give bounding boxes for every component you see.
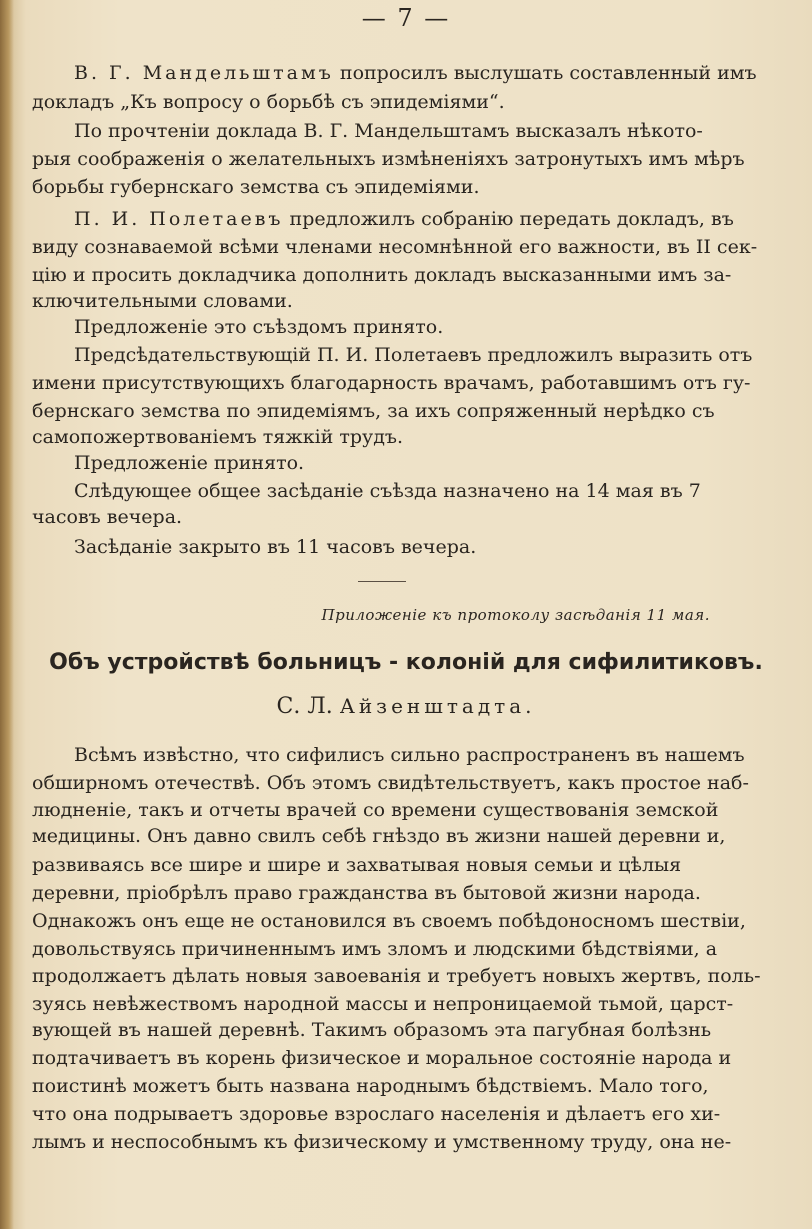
article-line: развиваясь все шире и шире и захватывая новыя семьи и цѣлыя (32, 854, 682, 876)
paragraph-line: самопожертвованіемъ тяжкій трудъ. (32, 426, 404, 448)
article-line: обширномъ отечествѣ. Объ этомъ свидѣтельствуетъ, какъ простое наб- (32, 772, 749, 794)
paragraph-line: рыя соображенія о желательныхъ измѣненіяхъ затронутыхъ имъ мѣръ (32, 148, 745, 170)
paragraph-line: цію и просить докладчика дополнить докладъ высказанными имъ за- (32, 264, 732, 286)
paragraph-line (74, 60, 757, 86)
article-line: подтачиваетъ въ корень физическое и моральное состояніе народа и (32, 1047, 732, 1069)
paragraph-line (74, 206, 734, 232)
paragraph-line: Засѣданіе закрыто въ 11 часовъ вечера. (74, 536, 477, 558)
article-line: довольствуясь причиненнымъ имъ зломъ и людскими бѣдствіями, а (32, 938, 718, 960)
article-line: зуясь невѣжествомъ народной массы и непроницаемой тьмой, царст- (32, 993, 734, 1015)
paragraph-line: Предложеніе это съѣздомъ принято. (74, 316, 444, 338)
paragraph-line: борьбы губернскаго земства съ эпидеміями. (32, 176, 480, 198)
author-initials: С. Л. (276, 694, 333, 719)
paragraph-line: Предсѣдательствующій П. И. Полетаевъ предложилъ выразить отъ (74, 344, 753, 366)
speaker-name: В. Г. Мандельштамъ (74, 62, 334, 84)
paragraph-line: часовъ вечера. (32, 506, 183, 528)
appendix-label: Приложеніе къ протоколу засѣданія 11 мая. (321, 606, 710, 624)
paragraph-line: докладъ „Къ вопросу о борьбѣ съ эпидеміями“. (32, 91, 505, 113)
article-line: медицины. Онъ давно свилъ себѣ гнѣздо въ жизни нашей деревни и, (32, 825, 726, 847)
article-line: вующей въ нашей деревнѣ. Такимъ образомъ эта пагубная болѣзнь (32, 1019, 712, 1041)
article-line: людненіе, такъ и отчеты врачей со времени существованія земской (32, 799, 719, 821)
article-line: Однакожъ онъ еще не остановился въ своемъ побѣдоносномъ шествіи, (32, 910, 746, 932)
article-line: Всѣмъ извѣстно, что сифилисъ сильно распространенъ въ нашемъ (74, 744, 745, 766)
article-title: Объ устройствѣ больницъ - колоній для сифилитиковъ. (49, 650, 763, 675)
paragraph-line: бернскаго земства по эпидеміямъ, за ихъ сопряженный нерѣдко съ (32, 400, 715, 422)
paragraph-text: попросилъ выслушать составленный имъ (333, 62, 757, 84)
paragraph-line: Слѣдующее общее засѣданіе съѣзда назначено на 14 мая въ 7 (74, 480, 701, 502)
article-line: лымъ и неспособнымъ къ физическому и умственному труду, она не- (32, 1131, 732, 1153)
paragraph-line: виду сознаваемой всѣми членами несомнѣнной его важности, въ II сек- (32, 236, 758, 258)
article-line: поистинѣ можетъ быть названа народнымъ бѣдствіемъ. Мало того, (32, 1075, 709, 1097)
paragraph-text: предложилъ собранію передать докладъ, въ (283, 208, 734, 230)
article-line: что она подрываетъ здоровье взрослаго населенія и дѣлаетъ его хи- (32, 1103, 721, 1125)
paragraph-line: По прочтеніи доклада В. Г. Мандельштамъ высказалъ нѣкото- (74, 120, 703, 142)
author-surname: Айзенштадта. (339, 694, 536, 718)
paragraph-line: ключительными словами. (32, 290, 293, 312)
section-divider (358, 581, 406, 582)
article-author (0, 694, 812, 719)
book-spine-shadow (0, 0, 14, 1229)
speaker-name: П. И. Полетаевъ (74, 208, 284, 230)
article-line: продолжаетъ дѣлать новыя завоеванія и требуетъ новыхъ жертвъ, поль- (32, 965, 761, 987)
paragraph-line: имени присутствующихъ благодарность врачамъ, работавшимъ отъ гу- (32, 372, 751, 394)
paragraph-line: Предложеніе принято. (74, 452, 305, 474)
article-line: деревни, пріобрѣлъ право гражданства въ бытовой жизни народа. (32, 882, 701, 904)
page-number: — 7 — (361, 4, 451, 32)
